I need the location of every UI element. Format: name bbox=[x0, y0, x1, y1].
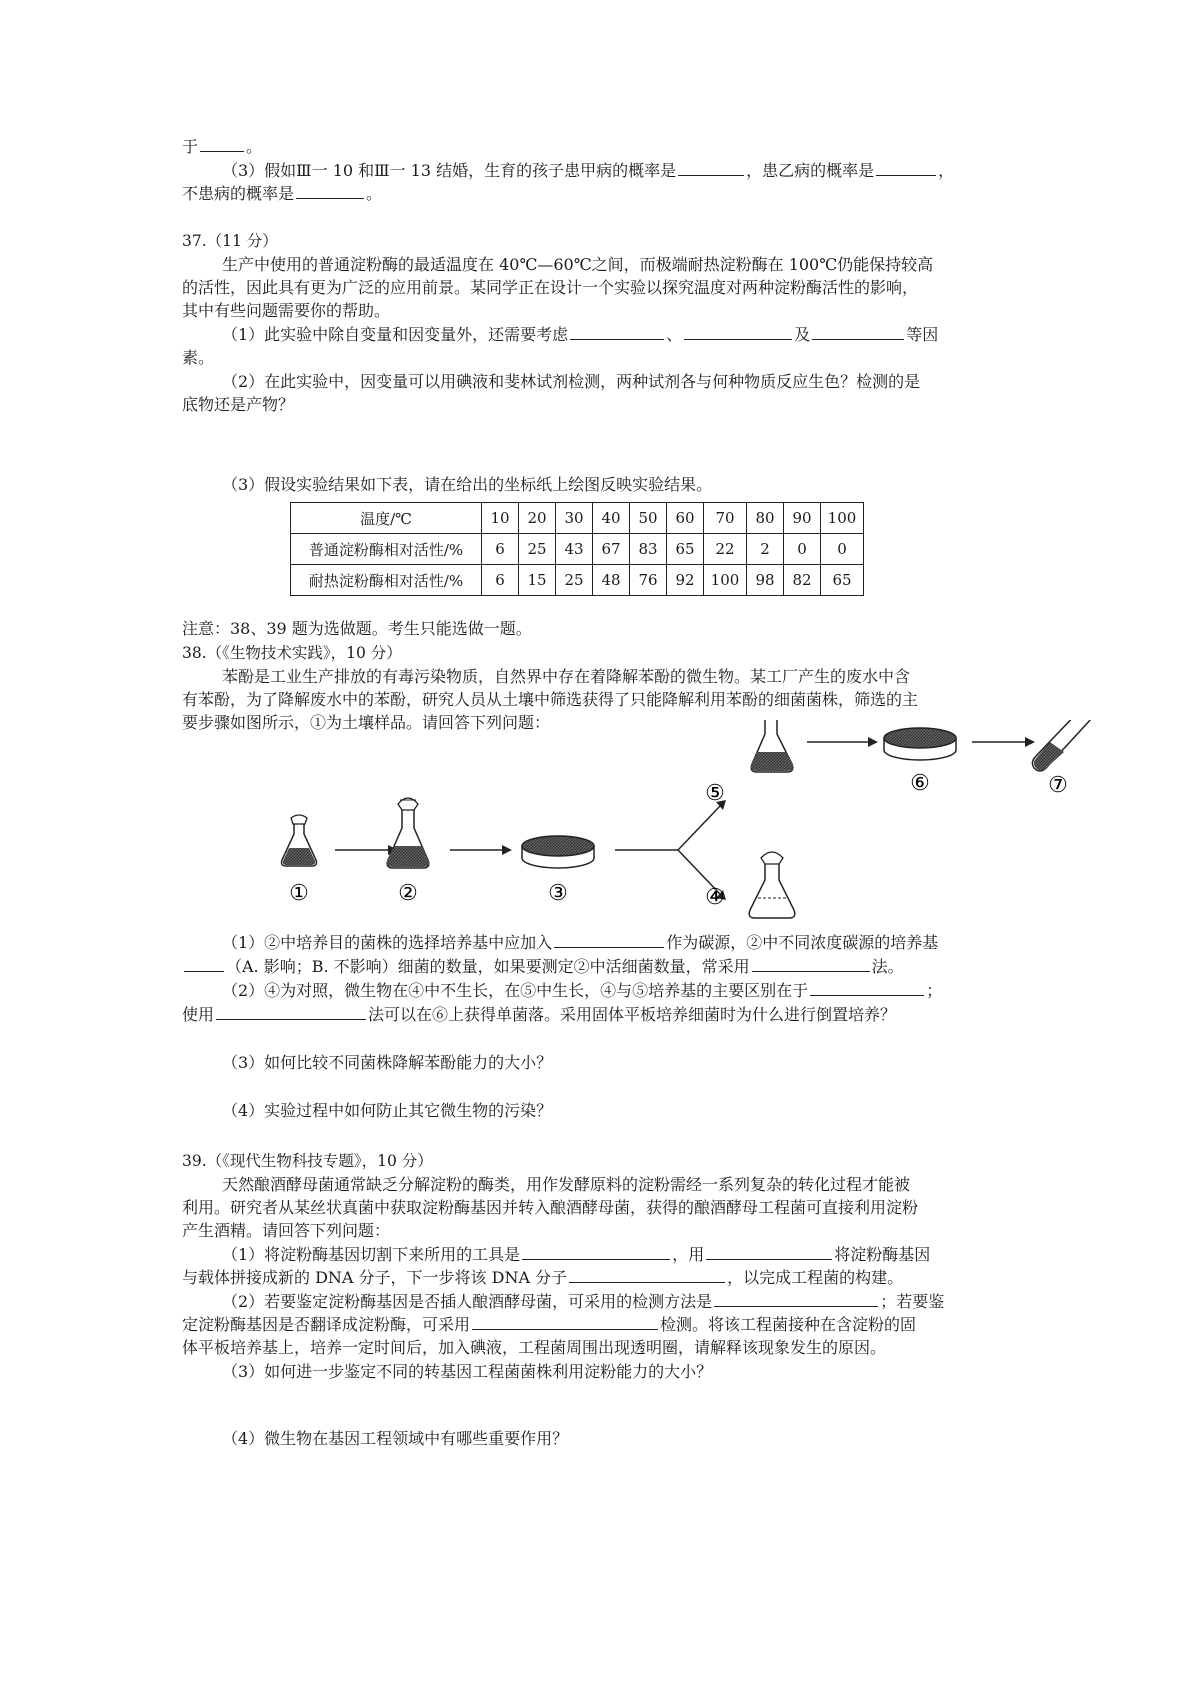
text-line: （4）微生物在基因工程领域中有哪些重要作用？ bbox=[222, 1429, 569, 1448]
table-cell: 80 bbox=[747, 503, 784, 534]
answer-blank bbox=[296, 183, 364, 199]
table-row bbox=[291, 503, 864, 534]
table-row bbox=[291, 565, 864, 596]
answer-blank bbox=[752, 956, 870, 972]
answer-blank bbox=[570, 324, 664, 340]
table-cell: 70 bbox=[704, 503, 747, 534]
flask-icon bbox=[751, 720, 793, 772]
text-line: 定淀粉酶基因是否翻译成淀粉酶，可采用 检测。将该工程菌接种在含淀粉的固 bbox=[182, 1315, 917, 1334]
test-tube-icon bbox=[1032, 720, 1096, 771]
table-cell: 6 bbox=[482, 565, 519, 596]
answer-blank bbox=[554, 932, 664, 948]
table-cell: 0 bbox=[784, 534, 821, 565]
text-line: 要步骤如图所示，①为土壤样品。请回答下列问题： bbox=[182, 713, 551, 732]
text-line: （1）将淀粉酶基因切割下来所用的工具是 ，用 将淀粉酶基因 bbox=[222, 1245, 931, 1264]
answer-blank bbox=[714, 1291, 878, 1307]
text-line: 体平板培养基上，培养一定时间后，加入碘液，工程菌周围出现透明圈，请解释该现象发生的原因。 bbox=[182, 1338, 887, 1357]
table-row-label: 普通淀粉酶相对活性/% bbox=[291, 534, 482, 565]
answer-blank bbox=[678, 160, 744, 176]
answer-blank bbox=[216, 1004, 366, 1020]
text-line: 有苯酚，为了降解废水中的苯酚，研究人员从土壤中筛选获得了只能降解利用苯酚的细菌菌株，筛选的主 bbox=[182, 690, 919, 709]
text-line: （3）假设实验结果如下表，请在给出的坐标纸上绘图反映实验结果。 bbox=[222, 475, 713, 494]
flask-icon bbox=[282, 815, 317, 866]
step-label: ② bbox=[398, 881, 418, 906]
table-cell: 20 bbox=[519, 503, 556, 534]
table-cell: 48 bbox=[593, 565, 630, 596]
step-label: ⑦ bbox=[1048, 773, 1068, 798]
text-line: （3）如何比较不同菌株降解苯酚能力的大小？ bbox=[222, 1053, 553, 1072]
text-line: （2）④为对照，微生物在④中不生长，在⑤中生长，④与⑤培养基的主要区别在于 ； bbox=[222, 981, 943, 1000]
question-39-heading: 39.（《现代生物科技专题》，10 分） bbox=[182, 1152, 433, 1170]
step-label: ③ bbox=[548, 881, 568, 906]
table-cell: 60 bbox=[667, 503, 704, 534]
table-cell: 65 bbox=[821, 565, 864, 596]
petri-dish-icon bbox=[522, 836, 594, 868]
text-line: （4）实验过程中如何防止其它微生物的污染？ bbox=[222, 1101, 553, 1120]
text-line: 的活性，因此具有更为广泛的应用前景。某同学正在设计一个实验以探究温度对两种淀粉酶活性的影响， bbox=[182, 278, 919, 297]
answer-blank bbox=[876, 160, 936, 176]
answer-blank bbox=[684, 324, 792, 340]
table-cell: 90 bbox=[784, 503, 821, 534]
table-cell: 22 bbox=[704, 534, 747, 565]
table-cell: 67 bbox=[593, 534, 630, 565]
table-cell: 6 bbox=[482, 534, 519, 565]
table-row bbox=[291, 534, 864, 565]
question-37-heading: 37.（11 分） bbox=[182, 232, 278, 250]
table-header-cell: 温度/℃ bbox=[291, 503, 482, 534]
text-line: 不患病的概率是 。 bbox=[182, 184, 383, 203]
answer-blank bbox=[810, 980, 924, 996]
note-line: 注意：38、39 题为选做题。考生只能选做一题。 bbox=[182, 619, 532, 638]
text-line: 素。 bbox=[182, 348, 215, 367]
text-line: 天然酿酒酵母菌通常缺乏分解淀粉的酶类，用作发酵原料的淀粉需经一系列复杂的转化过程才能被 bbox=[222, 1175, 911, 1194]
answer-blank bbox=[569, 1267, 725, 1283]
table-cell: 92 bbox=[667, 565, 704, 596]
question-38-heading: 38.（《生物技术实践》，10 分） bbox=[182, 644, 402, 662]
text-line: 底物还是产物？ bbox=[182, 395, 295, 414]
text-line: 使用 法可以在⑥上获得单菌落。采用固体平板培养细菌时为什么进行倒置培养？ bbox=[182, 1005, 897, 1024]
table-cell: 65 bbox=[667, 534, 704, 565]
flask-icon bbox=[749, 852, 795, 918]
table-cell: 100 bbox=[704, 565, 747, 596]
table-cell: 25 bbox=[519, 534, 556, 565]
table-cell: 40 bbox=[593, 503, 630, 534]
arrow bbox=[678, 806, 720, 850]
petri-dish-icon bbox=[884, 728, 956, 760]
text-line: 产生酒精。请回答下列问题： bbox=[182, 1221, 391, 1240]
answer-blank bbox=[706, 1244, 832, 1260]
text-line: （2）若要鉴定淀粉酶基因是否插人酿酒酵母菌，可采用的检测方法是 ；若要鉴 bbox=[222, 1292, 945, 1311]
table-cell: 50 bbox=[630, 503, 667, 534]
text-line: （A. 影响；B. 不影响）细菌的数量，如果要测定②中活细菌数量，常采用 法。 bbox=[182, 956, 1022, 978]
table-cell: 82 bbox=[784, 565, 821, 596]
text-line: 于 。 bbox=[182, 137, 263, 156]
table-cell: 10 bbox=[482, 503, 519, 534]
text-line: 利用。研究者从某丝状真菌中获取淀粉酶基因并转入酿酒酵母菌，获得的酿酒酵母工程菌可直接利用淀粉 bbox=[182, 1198, 919, 1217]
text-line: 生产中使用的普通淀粉酶的最适温度在 40℃—60℃之间，而极端耐热淀粉酶在 100℃仍能保持较高 bbox=[222, 255, 934, 274]
answer-blank bbox=[472, 1314, 658, 1330]
text-line: （3）如何进一步鉴定不同的转基因工程菌菌株利用淀粉能力的大小？ bbox=[222, 1362, 713, 1381]
text-line: 苯酚是工业生产排放的有毒污染物质，自然界中存在着降解苯酚的微生物。某工厂产生的废水中含 bbox=[222, 667, 911, 686]
enzyme-activity-table bbox=[290, 502, 864, 596]
table-cell: 0 bbox=[821, 534, 864, 565]
text-line: 其中有些问题需要你的帮助。 bbox=[182, 301, 391, 320]
table-cell: 100 bbox=[821, 503, 864, 534]
table-cell: 83 bbox=[630, 534, 667, 565]
step-label: ④ bbox=[705, 885, 725, 910]
step-label: ⑤ bbox=[705, 781, 725, 806]
step-label: ⑥ bbox=[910, 771, 930, 796]
table-cell: 2 bbox=[747, 534, 784, 565]
answer-blank bbox=[200, 136, 244, 152]
flask-icon bbox=[387, 798, 429, 868]
answer-blank bbox=[522, 1244, 670, 1260]
text-line: 与载体拼接成新的 DNA 分子，下一步将该 DNA 分子 ，以完成工程菌的构建。 bbox=[182, 1268, 904, 1287]
table-cell: 30 bbox=[556, 503, 593, 534]
table-cell: 25 bbox=[556, 565, 593, 596]
text-line: （2）在此实验中，因变量可以用碘液和斐林试剂检测，两种试剂各与何种物质反应生色？检测的是 bbox=[222, 372, 921, 391]
step-label: ① bbox=[289, 881, 309, 906]
table-cell: 98 bbox=[747, 565, 784, 596]
table-cell: 76 bbox=[630, 565, 667, 596]
answer-blank bbox=[184, 956, 224, 972]
screening-diagram bbox=[280, 720, 1100, 920]
text-line: （1）②中培养目的菌株的选择培养基中应加入 作为碳源，②中不同浓度碳源的培养基 bbox=[222, 933, 939, 952]
text-line: （3）假如Ⅲ一 10 和Ⅲ一 13 结婚，生育的孩子患甲病的概率是 ，患乙病的概率是 ， bbox=[222, 161, 955, 180]
text-line: （1）此实验中除自变量和因变量外，还需要考虑 、 及 等因 bbox=[222, 325, 939, 344]
table-row-label: 耐热淀粉酶相对活性/% bbox=[291, 565, 482, 596]
table-cell: 43 bbox=[556, 534, 593, 565]
table-cell: 15 bbox=[519, 565, 556, 596]
answer-blank bbox=[812, 324, 904, 340]
